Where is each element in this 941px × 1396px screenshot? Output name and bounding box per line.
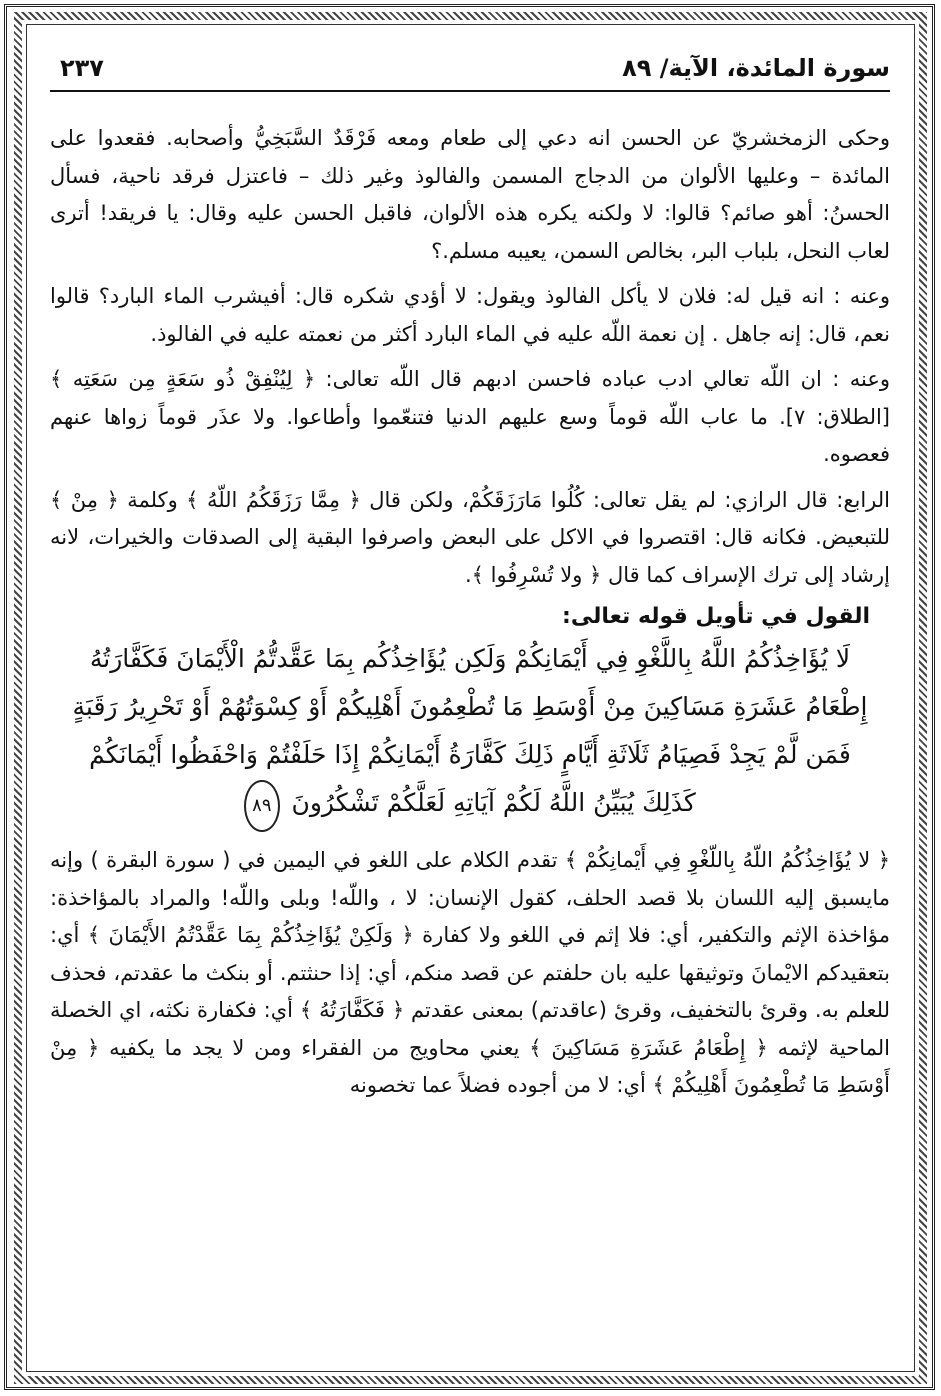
page-number: ٢٣٧ bbox=[60, 54, 104, 82]
paragraph-2: وعنه : انه قيل له: فلان لا يأكل الفالوذ ويقول: لا أؤدي شكره قال: أفيشرب الماء البارد؟ قالوا نعم، قال: إنه جاهل . إن نعمة اللّه عليه في الماء البارد أكثر من نعمته عليه في الفالوذ. bbox=[50, 284, 890, 346]
commentary-paragraph: ﴿ لا يُؤَاخِذُكُمُ اللّهُ بِاللّغْوِ فِي أَيْمانِكُمْ ﴾ تقدم الكلام على اللغو في اليمين في ( سورة البقرة ) وإنه مايسبق إليه اللسان بلا قصد الحلف، كقول الإنسان: لا ، واللّه! وبلى واللّه! والمراد بالمؤاخذة: مؤاخذة الإثم والتكفير، أي: فلا إثم في اللغو ولا كفارة ﴿ وَلَكِنْ يُؤَاخِذُكُمْ بِمَا عَقَّدْتُمُ الأَيْمَانَ ﴾ أي: بتعقيدكم الايْمانَ وتوثيقها عليه بان حلفتم عن قصد منكم، أي: إذا حنثتم. أو بنكث ما عقدتم، فحذف للعلم به. وقرئ بالتخفيف، وقرئ (عاقدتم) بمعنى عقدتم ﴿ فَكَفَّارَتُهُ ﴾ أي: فكفارة نكثه، اي الخصلة الماحية لإثمه ﴿ إِطْعَامُ عَشَرَةِ مَسَاكِينَ ﴾ يعني محاويج من الفقراء ومن لا يجد ما يكفيه ﴿ مِنْ أَوْسَطِ مَا تُطْعِمُونَ أَهْلِيكُمْ ﴾ أي: لا من أجوده فضلاً عما تخصونه bbox=[50, 848, 890, 1097]
page-header bbox=[50, 50, 890, 92]
verse-number-marker: ٨٩ bbox=[244, 780, 279, 832]
verse-text: لَا يُؤَاخِذُكُمُ اللَّهُ بِاللَّغْوِ فِي أَيْمَانِكُمْ وَلَكِن يُؤَاخِذُكُم بِمَا عَقَّدتُّمُ الْأَيْمَانَ فَكَفَّارَتُهُ إِطْعَامُ عَشَرَةِ مَسَاكِينَ مِنْ أَوْسَطِ مَا تُطْعِمُونَ أَهْلِيكُمْ أَوْ كِسْوَتُهُمْ أَوْ تَحْرِيرُ رَقَبَةٍ فَمَن لَّمْ يَجِدْ فَصِيَامُ ثَلَاثَةِ أَيَّامٍ ذَلِكَ كَفَّارَةُ أَيْمَانِكُمْ إِذَا حَلَفْتُمْ وَاحْفَظُوا أَيْمَانَكُمْ كَذَلِكَ يُبَيِّنُ اللَّهُ لَكُمْ آيَاتِهِ لَعَلَّكُمْ تَشْكُرُونَ bbox=[72, 644, 868, 817]
running-title: سورة المائدة، الآية/ ٨٩ bbox=[622, 54, 890, 82]
paragraph-3: وعنه : ان اللّه تعالي ادب عباده فاحسن ادبهم قال اللّه تعالى: ﴿ لِيُنْفِقْ ذُو سَعَةٍ مِن سَعَتِه ﴾ [الطلاق: ٧]. ما عاب اللّه قوماً وسع عليهم الدنيا فتنعّموا وأطاعوا. ولا عذَر قوماً زواها عنهم فعصوه. bbox=[50, 367, 890, 466]
quran-verse bbox=[60, 635, 880, 832]
paragraph-1: وحكى الزمخشريّ عن الحسن انه دعي إلى طعام ومعه فَرْقَدٌ السَّبَخِيُّ وأصحابه. فقعدوا على المائدة – وعليها الألوان من الدجاج المسمن والفالوذ وغير ذلك – فاعتزل فرقد ناحية، فسأل الحسنُ: أهو صائم؟ قالوا: لا ولكنه يكره هذه الألوان، فاقبل الحسن عليه وقال: يا فريقد! أترى لعاب النحل، بلباب البر، بخالص السمن، يعيبه مسلم.؟ bbox=[50, 126, 890, 263]
document-page bbox=[50, 50, 890, 1340]
paragraph-4: الرابع: قال الرازي: لم يقل تعالى: كُلُوا مَارَزَقَكُمْ، ولكن قال ﴿ مِمَّا رَزَقَكُمُ اللّهُ ﴾ وكلمة ﴿ مِنْ ﴾ للتبعيض. فكانه قال: اقتصروا في الاكل على البعض واصرفوا البقية إلى الصدقات والخيرات، لانه إرشاد إلى ترك الإسراف كما قال ﴿ ولا تُسْرِفُوا ﴾. bbox=[50, 487, 890, 587]
section-heading: القول في تأويل قوله تعالى: bbox=[562, 604, 870, 629]
